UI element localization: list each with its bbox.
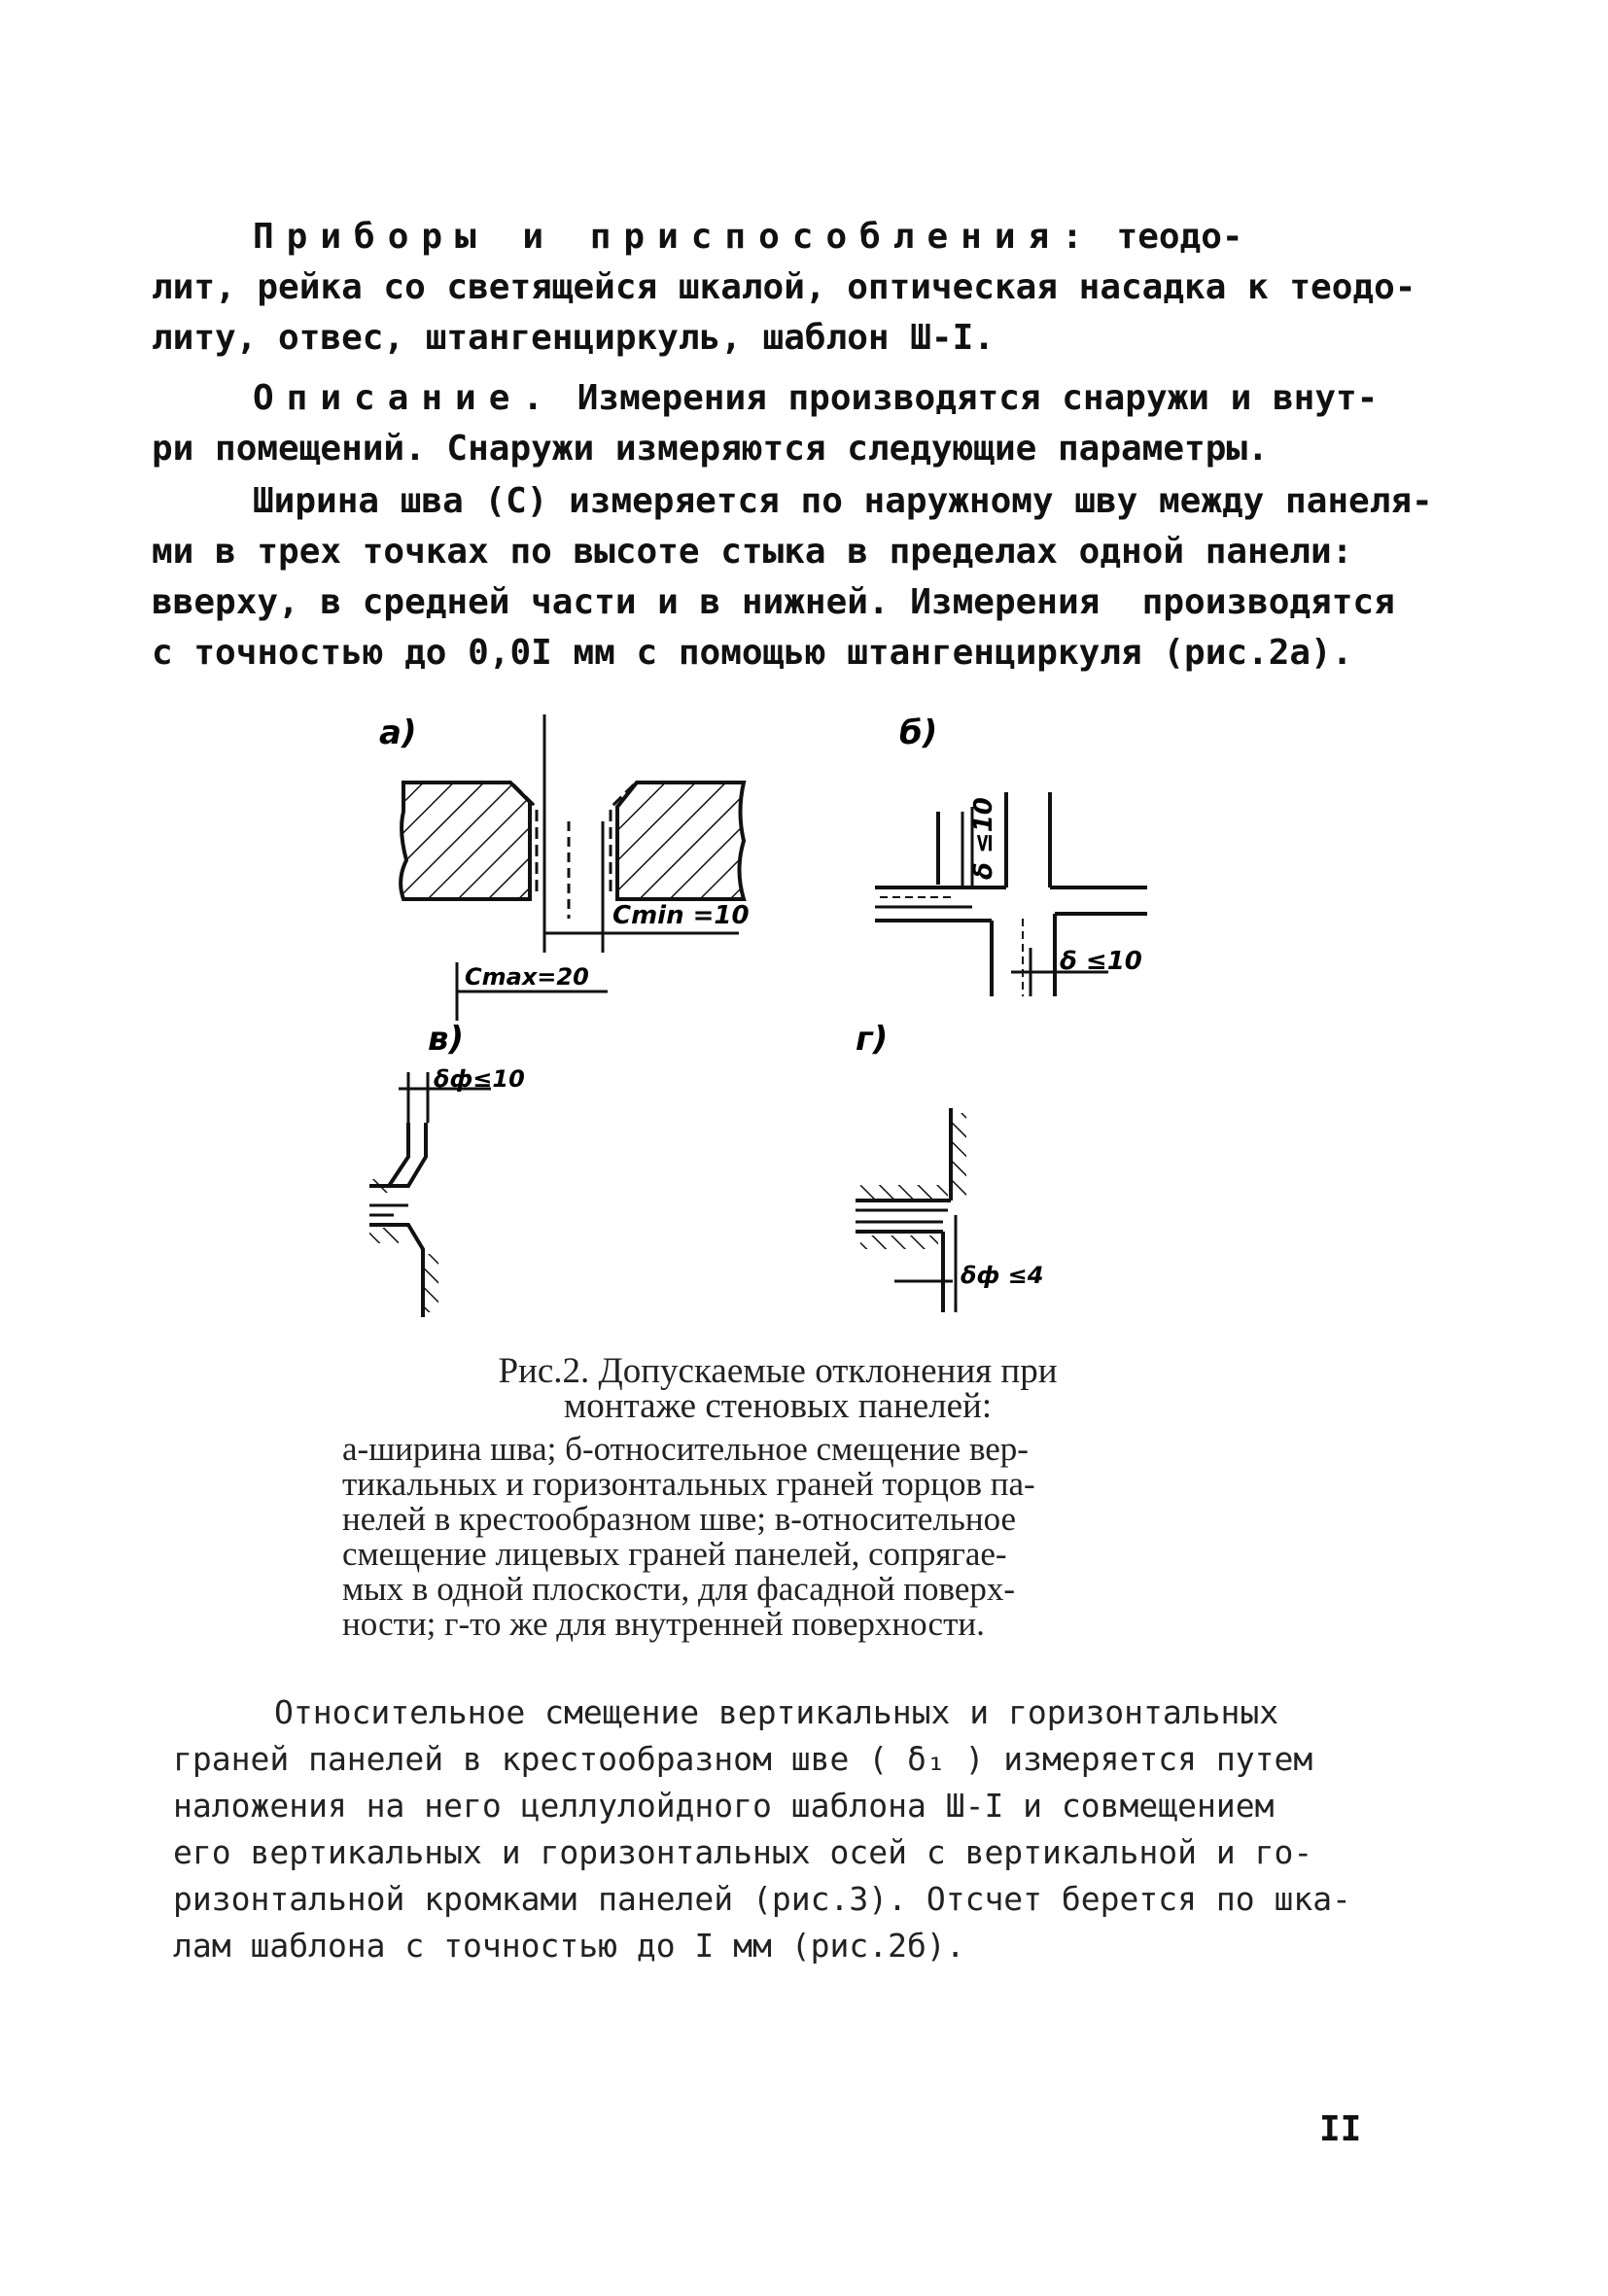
label-v: в) [428, 1020, 465, 1059]
paragraph-instruments [152, 212, 1454, 364]
paragraph-seam-width [152, 476, 1454, 678]
paragraph-line: вверху, в средней части и в нижней. Измерения производятся [152, 582, 1395, 622]
label-b-horizontal: δ ≤10 [1060, 947, 1142, 976]
panel-left [401, 783, 530, 899]
spaced-heading: Приборы и приспособления: [253, 217, 1096, 257]
page-number: II [1319, 2109, 1362, 2149]
paragraph-offset-measurement [173, 1689, 1476, 1969]
figure-caption [292, 1351, 1264, 1643]
hatch [860, 1185, 948, 1199]
label-g: г) [856, 1020, 889, 1059]
caption-body: а-ширина шва; б-относительное смещение вер- тикальных и горизонтальных граней торцов па- нелей в крестообразном шве; в-относительное смещение лицевых граней панелей, сопрягае- мых в одной плоскости, для фасадной поверх- ности; г-то же для внутренней поверхности. [342, 1430, 1035, 1643]
subfigure-v [369, 1020, 525, 1317]
hatch [953, 1113, 966, 1196]
paragraph-line: с точностью до 0,0I мм с помощью штангенциркуля (рис.2а). [152, 633, 1353, 673]
panel-right [617, 783, 744, 899]
paragraph-line: ри помещений. Снаружи измеряются следующие параметры. [152, 429, 1269, 469]
hatch [425, 1254, 438, 1312]
panel-edge [389, 1123, 408, 1186]
hatch [860, 1235, 938, 1249]
paragraph-line: лам шаблона с точностью до I мм (рис.2б). [173, 1927, 965, 1965]
paragraph-line: Описание. Измерения производятся снаружи и внут- [253, 378, 1379, 418]
subfigure-b [875, 714, 1147, 996]
paragraph-line: литу, отвес, штангенциркуль, шаблон Ш-I. [152, 318, 995, 358]
label-v-dim: δф≤10 [434, 1065, 525, 1093]
paragraph-line: ризонтальной кромками панелей (рис.3). Отсчет берется по шка- [173, 1880, 1351, 1918]
paragraph-line: Относительное смещение вертикальных и горизонтальных [274, 1693, 1279, 1731]
paragraph-description [152, 373, 1454, 474]
hatch [369, 1179, 389, 1193]
figure-drawing [369, 714, 1167, 1317]
subfigure-g [856, 1020, 1043, 1312]
label-g-dim: δф ≤4 [961, 1262, 1044, 1289]
label-cmin: Cmin =10 [612, 901, 750, 930]
label-b: б) [899, 714, 938, 752]
paragraph-line: Приборы и приспособления: теодо- [253, 217, 1243, 257]
paragraph-line: наложения на него целлулойдного шаблона Ш-I и совмещением [173, 1787, 1275, 1825]
label-b-vertical: δ ≤10 [969, 797, 998, 880]
label-a: а) [379, 714, 417, 752]
subfigure-a [379, 714, 750, 1021]
spaced-heading: Описание. [253, 378, 557, 418]
label-cmax: Cmax=20 [465, 963, 589, 991]
figure-panel-deviations [369, 714, 1167, 1317]
caption-title: Рис.2. Допускаемые отклонения при монтаже стеновых панелей: [498, 1351, 1058, 1426]
paragraph-line: его вертикальных и горизонтальных осей с вертикальной и го- [173, 1833, 1313, 1871]
hatch [369, 1228, 399, 1243]
paragraph-line: Ширина шва (С) измеряется по наружному шву между панеля- [253, 481, 1433, 521]
panel-edge [369, 1123, 426, 1186]
paragraph-line: лит, рейка со светящейся шкалой, оптическая насадка к теодо- [152, 267, 1416, 307]
paragraph-line: ми в трех точках по высоте стыка в пределах одной панели: [152, 532, 1353, 572]
paragraph-line: граней панелей в крестообразном шве ( δ₁ ) измеряется путем [173, 1740, 1313, 1778]
